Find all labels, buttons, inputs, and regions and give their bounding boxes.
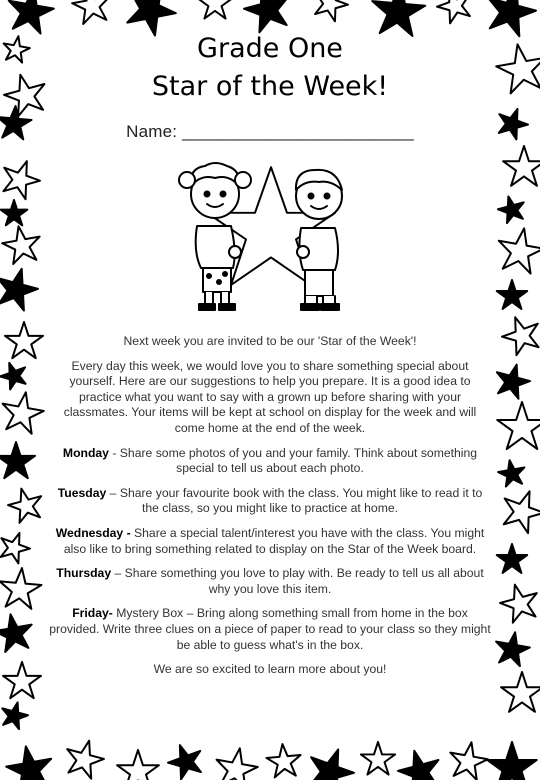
outline-star-icon	[503, 146, 540, 186]
outline-star-icon	[309, 0, 352, 24]
day-label: Wednesday -	[55, 525, 131, 540]
kids-holding-star-illustration	[175, 156, 365, 316]
outline-star-icon	[117, 750, 159, 780]
outline-star-icon	[70, 0, 114, 25]
name-field: Name: ________________________	[126, 122, 414, 141]
filled-star-icon	[394, 745, 445, 780]
title-line-2: Star of the Week!	[151, 71, 389, 102]
flyer-content	[48, 30, 492, 678]
outline-star-icon	[0, 223, 44, 265]
outline-star-icon	[5, 322, 43, 358]
filled-star-icon	[497, 280, 527, 309]
filled-star-icon	[0, 699, 30, 730]
filled-star-icon	[493, 629, 532, 667]
day-text: – Share something you love to play with. Be ready to tell us all about why you love this item.	[111, 566, 484, 596]
outline-star-icon	[0, 566, 43, 609]
outline-star-icon	[497, 402, 540, 449]
filled-star-icon	[492, 360, 533, 400]
outline-star-icon	[265, 743, 302, 778]
outline-star-icon	[496, 580, 540, 625]
outline-star-icon	[0, 528, 34, 566]
page-title	[48, 30, 492, 106]
day-text: - Share some photos of you and your family. Think about something special to tell us about each photo.	[108, 445, 478, 476]
outline-star-icon	[433, 0, 476, 26]
day-tuesday	[48, 486, 492, 517]
filled-star-icon	[496, 458, 527, 488]
filled-star-icon	[497, 544, 527, 573]
day-thursday	[48, 566, 492, 597]
outline-star-icon	[61, 736, 107, 780]
outline-star-icon	[496, 484, 540, 536]
outline-star-icon	[494, 224, 540, 275]
filled-star-icon	[493, 104, 531, 142]
filled-star-icon	[3, 742, 55, 780]
filled-star-icon	[487, 742, 536, 780]
day-wednesday	[48, 526, 492, 557]
filled-star-icon	[0, 105, 33, 140]
filled-star-icon	[0, 611, 36, 653]
day-label: Tuesday	[57, 485, 107, 500]
day-label: Friday-	[72, 606, 113, 621]
day-monday	[48, 446, 492, 477]
outline-star-icon	[0, 155, 45, 202]
day-text: Mystery Box – Bring along something small from home in the box provided. Write three clues on a piece of paper to read to your class so they might be able to guess what's in the box.	[49, 606, 491, 652]
outline-star-icon	[5, 484, 46, 524]
outline-star-icon	[446, 739, 490, 780]
filled-star-icon	[1, 200, 28, 225]
outline-star-icon	[198, 0, 232, 19]
outline-star-icon	[361, 742, 395, 775]
outline-star-icon	[501, 672, 540, 712]
filled-star-icon	[0, 263, 42, 312]
filled-star-icon	[496, 193, 528, 224]
title-line-1: Grade One	[197, 33, 343, 64]
filled-star-icon	[0, 358, 30, 391]
filled-star-icon	[0, 442, 35, 478]
outline-star-icon	[1, 34, 32, 64]
filled-star-icon	[302, 742, 360, 780]
filled-star-icon	[164, 739, 207, 780]
outline-star-icon	[497, 311, 540, 358]
outline-star-icon	[0, 389, 46, 435]
day-label: Thursday	[56, 566, 112, 581]
day-text: Share a special talent/interest you have with the class. You might also like to bring something related to display on the Star of the Week board.	[63, 525, 485, 556]
closing-text: We are so excited to learn more about you!	[153, 662, 387, 677]
outline-star-icon	[493, 40, 540, 95]
intro-text: Next week you are invited to be our 'Star of the Week'!	[123, 334, 417, 348]
description-text: Every day this week, we would love you to share something special about yourself. Here are our suggestions to help you prepare. It is a good idea to practice what you want to say with a grown up before sharing with your classmates. Your items will be kept at school on display for the week and will come home at the end of the week.	[63, 358, 477, 435]
outline-star-icon	[0, 69, 51, 118]
outline-star-icon	[212, 745, 260, 780]
outline-star-icon	[3, 662, 41, 698]
day-text: – Share your favourite book with the class. You might like to read it to the class, so you might like to practice at home.	[106, 485, 483, 516]
day-label: Monday	[62, 445, 109, 460]
day-friday	[48, 606, 492, 653]
